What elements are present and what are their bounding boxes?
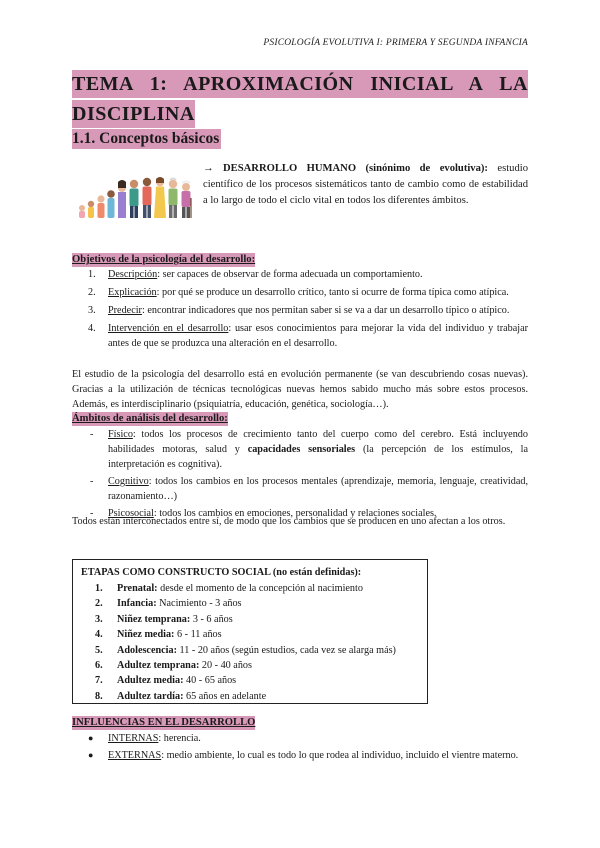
stage-item: 4. Niñez media: 6 - 11 años	[95, 629, 222, 641]
list-item: - Psicosocial: todos los cambios en emociones, personalidad y relaciones sociales.	[90, 508, 437, 519]
child-figure	[97, 195, 104, 218]
stage-item: 2. Infancia: Nacimiento - 3 años	[95, 598, 242, 610]
page-title	[72, 70, 528, 128]
arrow-glyph: →	[203, 163, 214, 174]
definition-text: estudio científico de los procesos sistemáticos tanto de cambio como de estabilidad a lo largo de todo el ciclo vital en todos los diferentes ámbitos.	[203, 163, 528, 206]
stage-item: 8. Adultez tardía: 65 años en adelante	[95, 690, 267, 702]
list-item: 1. Descripción: ser capaces de observar de forma adecuada un comportamiento.	[88, 269, 423, 280]
bullet-icon: ●	[88, 750, 94, 760]
kid-figure	[107, 190, 115, 218]
stage-item: 3. Niñez temprana: 3 - 6 años	[95, 613, 233, 625]
list-item: - Cognitivo: todos los cambios en los procesos mentales (aprendizaje, memoria, lenguaje, creatividad, razonamiento…)	[90, 476, 528, 502]
senior-figure	[169, 179, 178, 219]
list-item: - Físico: todos los procesos de crecimiento tanto del cuerpo como del cerebro. Está incluyendo habilidades motoras, salud y capacidades sensoriales (la percepción de los estímulos, la interpretación es cognitiva).	[90, 429, 528, 470]
list-item: 3. Predecir: encontrar indicadores que nos permitan saber si se va a dar un desarrollo típico o atípico.	[88, 305, 510, 316]
stage-item: 7. Adultez media: 40 - 65 años	[95, 675, 237, 687]
influences-heading: INFLUENCIAS EN EL DESARROLLO	[72, 717, 256, 728]
item-term: Intervención en el desarrollo	[108, 323, 229, 334]
objectives-list	[72, 267, 528, 354]
list-item: 4. Intervención en el desarrollo: usar esos conocimientos para mejorar la vida del individuo y trabajar antes de que se produzca una alteración en el desarrollo.	[88, 323, 529, 349]
stage-item: 5. Adolescencia: 11 - 20 años (según estudios, cada vez se alarga más)	[95, 644, 396, 656]
item-term: Predecir	[108, 305, 142, 316]
item-term: Físico	[108, 429, 133, 440]
running-header: PSICOLOGÍA EVOLUTIVA I: PRIMERA Y SEGUNDA INFANCIA	[263, 38, 528, 48]
list-item: 2. Explicación: por qué se produce un desarrollo crítico, tanto si ocurre de forma típica como atípica.	[88, 287, 509, 298]
item-term: Psicosocial	[108, 508, 154, 519]
title-line-2: DISCIPLINA	[72, 100, 195, 128]
stages-box	[72, 559, 428, 704]
stage-item: 6. Adultez temprana: 20 - 40 años	[95, 660, 252, 672]
elderly-figure	[182, 182, 192, 219]
list-item: ● EXTERNAS: medio ambiente, lo cual es todo lo que rodea al individuo, incluido el vientre materno.	[88, 750, 519, 761]
influences-list	[72, 731, 528, 765]
item-text: : por qué se produce un desarrollo crítico, tanto si ocurre de forma típica como atípica.	[156, 287, 509, 298]
life-stages-people-icon	[76, 168, 192, 220]
item-text: : usar esos conocimientos para mejorar la vida del individuo y trabajar antes de que se produzca una alteración en el desarrollo.	[108, 323, 529, 349]
item-term: Descripción	[108, 269, 158, 280]
teen-figure	[118, 180, 126, 218]
bullet-icon: ●	[88, 733, 94, 743]
study-paragraph: El estudio de la psicología del desarrollo está en evolución permanente (se van descubriendo cosas nuevas). Gracias a la utilización de técnicas tecnológicas nuevas hemos sabido mucho más sobre estos procesos. Además, es interdisciplinario (psiquiatría, educación, genética, sociología…).	[72, 369, 528, 410]
adult-figure	[143, 178, 152, 218]
objectives-heading: Objetivos de la psicología del desarrollo:	[72, 254, 256, 265]
definition-term: DESARROLLO HUMANO (sinónimo de evolutiva):	[223, 163, 488, 174]
young-adult-figure	[130, 180, 139, 218]
list-item: ● INTERNAS: herencia.	[88, 733, 201, 744]
item-text: : ser capaces de observar de forma adecuada un comportamiento.	[157, 269, 423, 280]
item-term: INTERNAS	[108, 733, 159, 744]
areas-heading: Ámbitos de análisis del desarrollo:	[72, 413, 228, 424]
item-text: : encontrar indicadores que nos permitan saber si se va a dar un desarrollo típico o atípico.	[141, 305, 510, 316]
section-subtitle: 1.1. Conceptos básicos	[72, 130, 220, 147]
definition-paragraph	[203, 161, 528, 209]
item-term: Explicación	[108, 287, 157, 298]
stage-item: 1. Prenatal: desde el momento de la concepción al nacimiento	[95, 583, 363, 594]
item-term: EXTERNAS	[108, 750, 162, 761]
interconnected-paragraph: Todos están interconectados entre sí, de modo que los cambios que se producen en uno afectan a los otros.	[72, 516, 506, 527]
areas-list	[72, 427, 528, 523]
toddler-figure	[88, 201, 94, 218]
item-bold: capacidades sensoriales	[247, 444, 356, 455]
title-line-1: TEMA 1: APROXIMACIÓN INICIAL A LA	[72, 70, 528, 98]
baby-figure	[79, 205, 85, 218]
stages-heading: ETAPAS COMO CONSTRUCTO SOCIAL (no están definidas):	[81, 567, 362, 578]
item-term: Cognitivo	[108, 476, 149, 487]
middle-age-figure	[154, 177, 166, 218]
